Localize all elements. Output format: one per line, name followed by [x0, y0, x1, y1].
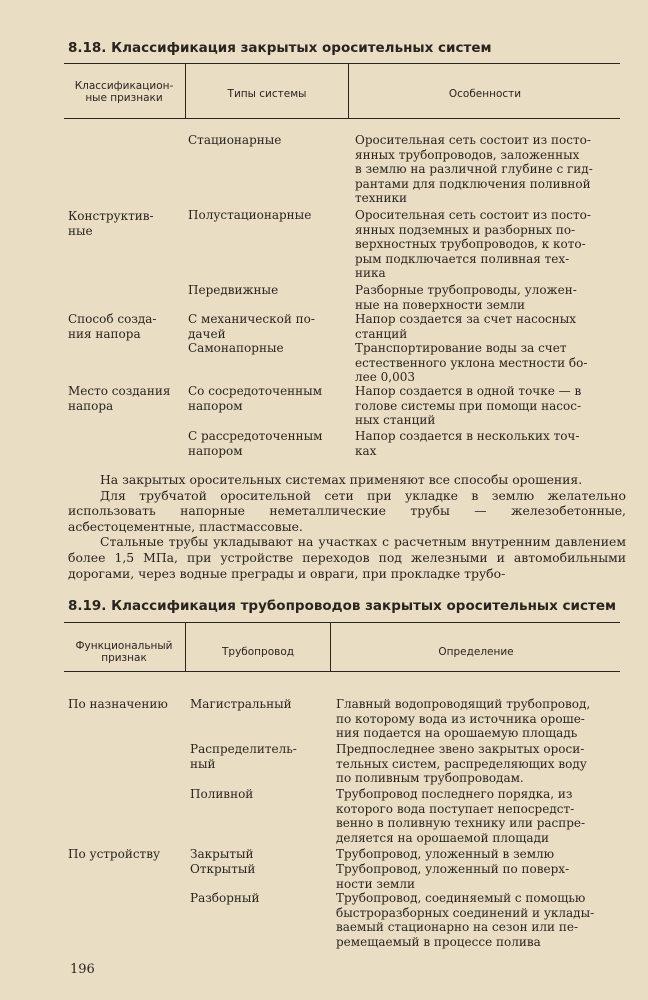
table-818-header-feature: Особенности: [448, 88, 522, 100]
table-818-header-type: Типы системы: [227, 88, 307, 100]
table-818-row-sign: Конструктив- ные: [68, 209, 154, 238]
table-819-row-type: Закрытый: [190, 847, 254, 861]
table-818-row-sign: Место создания напора: [68, 384, 171, 413]
table-818-row-feature: Напор создается в нескольких точ- ках: [355, 429, 580, 458]
table-819-row-type: Магистральный: [190, 697, 292, 711]
table-819-title: 8.19. Классификация трубопроводов закрытых оросительных систем: [68, 598, 617, 614]
table-818-row-type: Со сосредоточенным напором: [188, 384, 323, 413]
table-819-top-rule: [64, 622, 620, 623]
table-818-row-type: С механической по- дачей: [188, 312, 315, 341]
table-818-row-sign: Способ созда- ния напора: [68, 312, 157, 341]
table-819-row-feature: Трубопровод, уложенный по поверх- ности земли: [336, 862, 570, 891]
table-819-row-type: Распределитель- ный: [190, 742, 297, 771]
table-818-row-feature: Разборные трубопроводы, уложен- ные на поверхности земли: [355, 283, 577, 312]
table-818-header-rule: [64, 118, 620, 119]
table-819-row-feature: Трубопровод, уложенный в землю: [336, 847, 555, 861]
table-818-title: 8.18. Классификация закрытых оросительных систем: [68, 40, 492, 56]
table-818-row-feature: Оросительная сеть состоит из посто- янных трубопроводов, заложенных в землю на различной глубине с гид- рантами для подключения поливной техники: [355, 133, 593, 206]
table-819-header-rule: [64, 671, 620, 672]
table-819-row-feature: Главный водопроводящий трубопровод, по которому вода из источника ороше- ния подается на орошаемую площадь: [336, 697, 591, 741]
table-818-row-type: Полустационарные: [188, 208, 312, 222]
table-819-row-sign: По устройству: [68, 847, 161, 861]
paragraph: Для трубчатой оросительной сети при укладке в землю желательно использовать напорные неметаллические трубы — железобетонные, асбестоцементные, пластмассовые.: [68, 487, 626, 534]
table-818-row-type: Передвижные: [188, 283, 279, 297]
table-819-header-type: Трубопровод: [221, 646, 295, 658]
table-819-row-type: Открытый: [190, 862, 256, 876]
table-819-header-feature: Определение: [438, 646, 514, 658]
table-819-row-type: Поливной: [190, 787, 254, 801]
table-818-row-feature: Напор создается за счет насосных станций: [355, 312, 577, 341]
table-818-top-rule: [64, 63, 620, 64]
paragraph: На закрытых оросительных системах применяют все способы орошения.: [100, 472, 583, 487]
table-819-row-feature: Трубопровод, соединяемый с помощью быстроразборных соединений и уклады- ваемый стационарно на сезон или пе- ремещаемый в процессе полива: [336, 891, 595, 949]
table-818-row-type: Самонапорные: [188, 341, 284, 355]
table-819-row-type: Разборный: [190, 891, 260, 905]
table-818-header-sign: Классификацион- ные признаки: [74, 80, 174, 104]
table-818-row-feature: Оросительная сеть состоит из посто- янных подземных и разборных по- верхностных трубопроводов, к кото- рым подключается поливная тех- ника: [355, 208, 591, 281]
table-818-row-type: Стационарные: [188, 133, 282, 147]
table-819-row-feature: Предпоследнее звено закрытых ороси- тельных систем, распределяющих воду по поливным трубопроводам.: [336, 742, 587, 786]
body-text: [68, 472, 626, 581]
table-819-row-sign: По назначению: [68, 697, 168, 711]
table-819-row-feature: Трубопровод последнего порядка, из которого вода поступает непосредст- венно в поливную технику или распре- деляется на орошаемой площади: [336, 787, 586, 845]
table-818-row-feature: Напор создается в одной точке — в голове системы при помощи насос- ных станций: [355, 384, 582, 428]
table-818-row-type: С рассредоточенным напором: [188, 429, 323, 458]
page-number: 196: [70, 962, 95, 977]
table-819-header-sign: Функциональный признак: [75, 640, 173, 664]
paragraph: Стальные трубы укладывают на участках с расчетным внутренним давлением более 1,5 МПа, при устройстве переходов под железными и автомобильными дорогами, через водные преграды и овраги, при прокладке трубо-: [68, 534, 626, 581]
table-818-row-feature: Транспортирование воды за счет естественного уклона местности бо- лее 0,003: [355, 341, 588, 385]
